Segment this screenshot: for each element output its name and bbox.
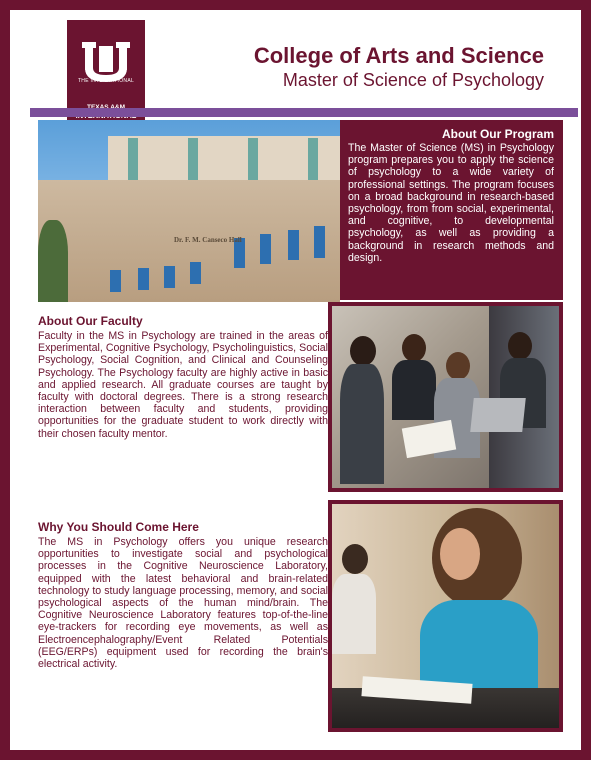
building-photo <box>38 120 340 302</box>
building-pillar <box>308 138 318 184</box>
building-pillar <box>128 138 138 184</box>
student-body <box>392 360 436 420</box>
building-window <box>138 268 149 290</box>
about-faculty-text: Faculty in the MS in Psychology are trained in the areas of Experimental, Cognitive Psychology, Psycholinguistics, Social Psychology, Social Cognition, and Clinical and Counseling Psychology. The Psychology faculty are highly active in basic and applied research. All graduate courses are taught by faculty with doctoral degrees. There is a strong research interaction between faculty and students, providing opportunities for the graduate student to work directly with their chosen faculty mentor. <box>38 330 328 440</box>
about-faculty-section <box>38 314 328 440</box>
logo-arc-text: THE INTERNATIONAL <box>77 78 135 84</box>
building-pillar <box>188 138 198 184</box>
building-window <box>164 266 175 288</box>
building-sign: Dr. F. M. Canseco Hall <box>174 236 242 244</box>
student-head <box>446 352 470 380</box>
students-photo <box>332 306 559 488</box>
student-body <box>332 574 376 654</box>
students-photo-frame <box>328 302 563 492</box>
laptop <box>470 398 526 432</box>
building-upper-floor <box>108 136 340 184</box>
student-face <box>440 528 480 580</box>
building-window <box>288 230 299 260</box>
building-window <box>110 270 121 292</box>
student-head <box>402 334 426 362</box>
page-subtitle: Master of Science of Psychology <box>282 70 544 90</box>
student-head <box>342 544 368 574</box>
why-come-section <box>38 520 328 670</box>
why-come-text: The MS in Psychology offers you unique research opportunities to investigate social and psychological processes in the Cognitive Neuroscience Laboratory, equipped with the latest behavioral and brain-related technology to study language processing, memory, and social psychological aspects of the human mind/brain. The Cognitive Neuroscience Laboratory features top-of-the-line eye-trackers for recording eye movements, as well as Electroencephalography/Event Related Potentials (EEG/ERPs) equipment used for recording the brain's electrical activity. <box>38 536 328 671</box>
tamiu-u-icon <box>80 42 132 82</box>
student-head <box>508 332 532 360</box>
about-program-box <box>340 120 563 300</box>
about-program-text: The Master of Science (MS) in Psychology program prepares you to apply the science of psychology to a wide variety of professional settings. The program focuses on a broad background in research-based psychology, from from social, experimental, and cognitive, to developmental psychology, as well as providing a background in research methods and design. <box>348 142 554 264</box>
about-program-heading: About Our Program <box>441 127 554 141</box>
tree <box>38 220 68 302</box>
building-window <box>260 234 271 264</box>
classroom-photo-frame <box>328 500 563 732</box>
why-come-heading: Why You Should Come Here <box>38 520 199 534</box>
flyer-page <box>10 10 581 750</box>
page-title: College of Arts and Science <box>253 43 544 68</box>
student-head <box>350 336 376 366</box>
purple-divider-band <box>30 108 578 117</box>
about-faculty-heading: About Our Faculty <box>38 314 143 328</box>
building-window <box>190 262 201 284</box>
student-body <box>340 364 384 484</box>
building-window <box>314 226 325 258</box>
classroom-photo <box>332 504 559 728</box>
building-pillar <box>248 138 258 184</box>
